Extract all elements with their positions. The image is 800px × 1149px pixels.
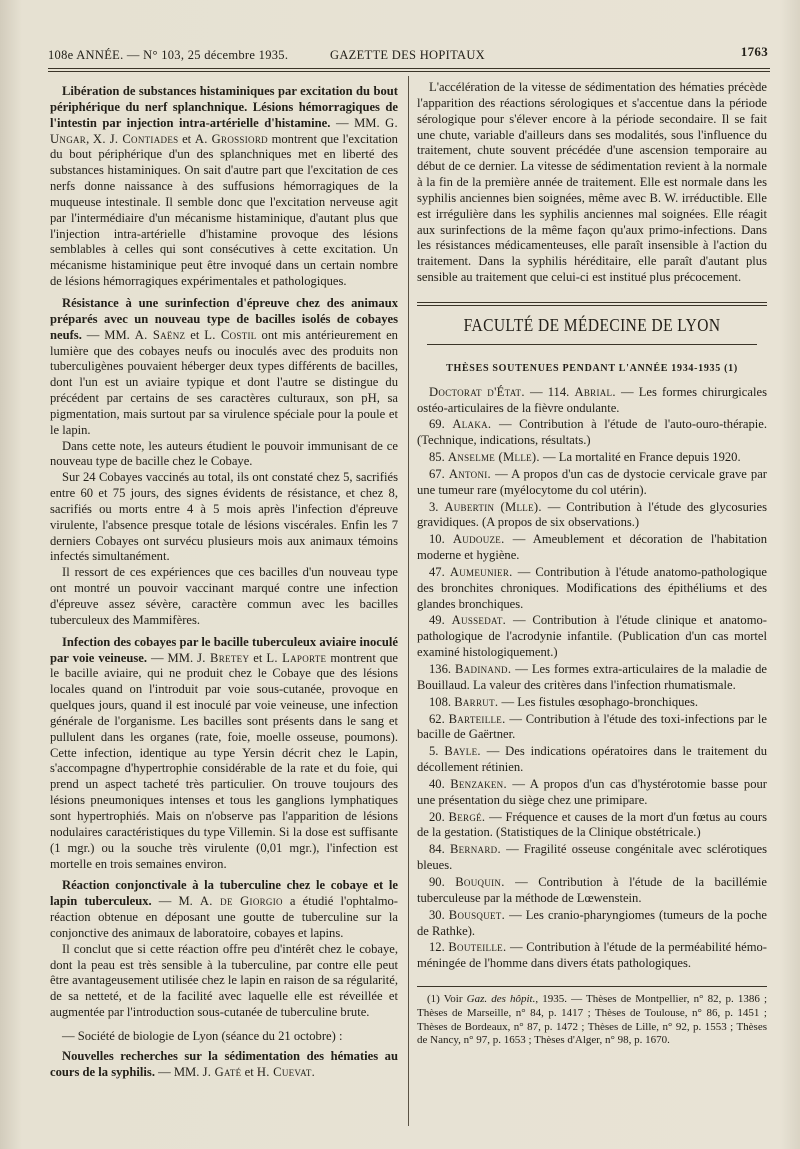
thesis-entry xyxy=(417,712,767,744)
thesis-number: 5. xyxy=(429,744,445,759)
page-header xyxy=(48,44,768,66)
thesis-entry xyxy=(417,744,767,776)
article-continuation: L'accélération de la vitesse de sédimentation des hématies précède l'apparition des réactions sérologiques et s'accentue dans la période sérologique pour s'élever encore à la période secondaire. Il se fait une chute, variable d'ailleurs dans ses modalités, sous l'influence du traitement, chute souvent précédée d'une ascension temporaire au début de ce dernier. La vitesse de sédimentation revient à la normale à la fin de la première année de traitement. Elle est normale dans les syphilis anciennes bien soignées, même avec B. W. irréductible. Elle est irrégulière dans les syphilis anciennes mal soignées. Elle réagit aux surinfections de la même façon qu'aux primo-infections. Dans les résistances médicamenteuses, elle paraît insensible à l'action du traitement. Dans la syphilis héréditaire, elle paraît d'autant plus sensible au traitement que celui-ci est institué plus précocement. xyxy=(417,80,767,285)
right-column xyxy=(417,80,767,1048)
thesis-number: 20. xyxy=(429,809,449,824)
thesis-title: — Les formes extra-articulaires de la maladie de Bouillaud. La valeur des critères dans l'infection rhumatismale. xyxy=(417,662,767,692)
paragraph: Sur 24 Cobayes vaccinés au total, ils ont constaté chez 5, sacrifiés entre 60 et 75 jours, des signes évidents de résistance, et chez 8, sacrifiés ou morts entre 4 à 5 mois après l'infection d'épreuve virulente, l'absence presque totale de lésions viscérales. Enfin les 7 derniers Cobayes ont survécu plusieurs mois aux animaux témoins infectés simultanément. xyxy=(50,470,398,564)
thesis-entry xyxy=(417,810,767,842)
thesis-title: — Fragilité osseuse congénitale avec sclérotiques bleues. xyxy=(417,842,767,873)
thesis-author: Aubertin (Mlle). xyxy=(444,499,542,514)
thesis-title: — Contribution à l'étude de la perméabilité hémo-méningée de l'homme dans divers états pathologiques. xyxy=(417,940,767,971)
section-rule xyxy=(417,302,767,303)
author-name: L. Laporte xyxy=(266,650,327,665)
thesis-title: — Fréquence et causes de la mort d'un fœtus au cours de la gestation. (Statistiques de la Clinique obstétricale.) xyxy=(417,809,768,840)
footnote: (1) Voir Gaz. des hôpit., 1935. — Thèses de Montpellier, n° 82, p. 1386 ; Thèses de Marseille, n° 84, p. 1417 ; Thèses de Toulouse, n° 86, p. 1451 ; Thèses de Bordeaux, n° 87, p. 1472 ; Thèses de Lille, n° 92, p. 1553 ; Thèses de Nancy, n° 97, p. 1653 ; Thèses d'Alger, n° 98, p. 1670. xyxy=(417,993,768,1047)
thesis-number: 136. xyxy=(429,662,456,676)
thesis-number: 3. xyxy=(429,499,445,514)
thesis-title: — Les fistules œsophago-bronchiques. xyxy=(498,694,699,709)
journal-title: GAZETTE DES HOPITAUX xyxy=(330,48,485,62)
thesis-author: Bouteille. xyxy=(448,940,507,955)
thesis-number: — 114. xyxy=(524,384,575,399)
thesis-entry xyxy=(417,777,767,809)
article-histamine: Libération de substances histaminiques par excitation du bout périphérique du nerf splanchnique. Lésions hémorragiques de l'intestin par injection intra-artérielle d'histamine. — MM. G. Ungar, X. J. Contiades et A. Grossiord montrent que l'excitation du bout périphérique d'un des splanchniques met en liberté des substances histaminiques. On sait d'autre part que l'excitation de ces nerfs donne naissance à des suffusions hémorragiques de la muqueuse intestinale. Il semble donc que l'excitation nerveuse agit par l'intermédiaire d'un mécanisme histaminique, d'autant plus que l'injection intra-artérielle d'histamine provoque des lésions semblables à celles qui sont consécutives à cette excitation. Un mécanisme histaminique peut être invoqué dans un certain nombre de lésions hémorragiques expérimentales et pathologiques. xyxy=(50,84,398,289)
thesis-title: — Contribution à l'étude des glycosuries gravidiques. (A propos de six observations.) xyxy=(417,499,768,530)
thesis-entry xyxy=(417,500,767,532)
article-title: Nouvelles recherches sur la sédimentation des hématies au cours de la syphilis. xyxy=(50,1048,398,1079)
thesis-author: Bayle. xyxy=(444,744,481,759)
thesis-title: — Ameublement et décoration de l'habitation moderne et hygiène. xyxy=(417,532,768,563)
article-infection-aviaire: Infection des cobayes par le bacille tuberculeux aviaire inoculé par voie veineuse. — MM. J. Bretey et L. Laporte montrent que le bacille aviaire, qui ne produit chez le Cobaye que des lésions locales quand on l'introduit par voie sous-cutanée, provoque en quelques jours, quand il est inoculé par voie veineuse, une infection générale de l'organisme. Les bacilles sont présents dans le sang et pullulent dans les organes (rate, foie, moelle osseuse, poumons). Cette infection, identique au type Yersin décrit chez le Lapin, s'accompagne d'hypertrophie considérable de la rate et du foie, qui prend un aspect tacheté très particulier. On trouve toujours des lésions pneumoniques intenses et tous les ganglions lymphatiques sont hypertrophiés. Mais on n'observe pas l'apparition de lésions nodulaires caractéristiques du type Villemin. Si la dose est suffisante (1 mgr.) ou la souche très virulente (0,01 mgr.), l'infection est mortelle en trois semaines environ. xyxy=(50,634,399,871)
thesis-number: 84. xyxy=(429,842,450,857)
thesis-entry xyxy=(417,908,767,940)
article-surinfection: Résistance à une surinfection d'épreuve chez des animaux préparés avec un nouveau type de bacilles isolés de cobayes neufs. — MM. A. Saënz et L. Costil ont mis antérieurement en lumière que des cobayes neufs ou inoculés avec des produits non tuberculigènes pouvaient héberger deux types différents de bacilles, dont l'un est un aviaire typique et dont l'autre se distingue du précédent par certains de ses caractères culturaux, son pH, sa pigmentation, mais surtout par sa virulence spéciale pour la poule et le lapin. xyxy=(50,295,398,437)
thesis-number: 90. xyxy=(429,874,456,889)
article-title: Libération de substances histaminiques par excitation du bout périphérique du nerf splanchnique. Lésions hémorragiques de l'intestin par injection intra-artérielle d'histamine. xyxy=(50,84,398,130)
author-name: H. Cuevat. xyxy=(256,1064,316,1079)
thesis-title: — A propos d'un cas d'hystérotomie basse pour une présentation du siège chez une primipare. xyxy=(417,776,767,807)
article-title: Réaction conjonctivale à la tuberculine chez le cobaye et le lapin tuberculeux. xyxy=(50,878,398,909)
author-name: A. de Giorgio xyxy=(199,894,283,909)
thesis-author: Bouquin. xyxy=(455,874,505,889)
thesis-entry xyxy=(417,417,767,449)
thesis-entry xyxy=(417,695,767,711)
thesis-number: 10. xyxy=(429,532,453,547)
thesis-author: Abrial. xyxy=(574,384,616,399)
thesis-author: Anselme (Mlle). xyxy=(447,450,540,465)
thesis-title: — Contribution à l'étude anatomo-pathologique des bronchites chroniques. Modifications des épithéliums et des glandes bronchiques. xyxy=(417,564,767,611)
thesis-author: Aussedat. xyxy=(451,613,507,628)
paragraph: Dans cette note, les auteurs étudient le pouvoir immunisant de ce nouveau type de bacille chez le Cobaye. xyxy=(50,438,398,469)
thesis-entry xyxy=(417,565,767,613)
header-rule-double xyxy=(48,71,770,72)
thesis-title: — Contribution à l'étude de l'auto-ouro-thérapie. (Technique, indications, résultats.) xyxy=(417,417,767,448)
article-title: Résistance à une surinfection d'épreuve chez des animaux préparés avec un nouveau type de bacilles isolés de cobayes neufs. xyxy=(50,295,398,342)
thesis-number: 49. xyxy=(429,613,452,628)
thesis-author: Bergé. xyxy=(448,809,486,824)
author-name: G. Ungar xyxy=(50,115,398,146)
thesis-number: 40. xyxy=(429,776,451,791)
thesis-number: 12. xyxy=(429,940,449,955)
thesis-author: Bernard. xyxy=(449,842,501,857)
thesis-number: 30. xyxy=(429,907,449,922)
thesis-number: 69. xyxy=(429,417,453,432)
thesis-author: Bousquet. xyxy=(448,907,506,922)
thesis-entry xyxy=(417,450,767,466)
thesis-author: Badinand. xyxy=(455,662,512,676)
article-body: montrent que le bacille aviaire, qui ne produit chez le Cobaye que des lésions locales quand on l'introduit par voie sous-cutanée, provoque en quelques jours, quand il est inoculé par voie veineuse, une infection générale de l'organisme. Les bacilles sont présents dans le sang et pullulent dans les organes (rate, foie, moelle osseuse, poumons). Cette infection, identique au type Yersin décrit chez le Lapin, s'accompagne d'hypertrophie considérable de la rate et du foie, qui prend un aspect tacheté très particulier. On trouve toujours des lésions pneumoniques intenses et tous les ganglions lymphatiques sont hypertrophiés. Mais on n'observe pas l'apparition de lésions nodulaires caractéristiques du type Villemin. Si la dose est suffisante (1 mgr.) ou la souche très virulente (0,01 mgr.), l'infection est mortelle en trois semaines environ. xyxy=(50,650,399,871)
thesis-author: Barteille. xyxy=(448,711,506,726)
thesis-entry xyxy=(417,940,767,972)
left-column xyxy=(50,84,398,1080)
thesis-title: — Contribution à l'étude des toxi-infections par le bacille de Gaërtner. xyxy=(417,711,768,742)
header-rule xyxy=(48,68,770,69)
thesis-entry xyxy=(417,842,767,874)
page-number: 1763 xyxy=(740,44,768,59)
thesis-number: 108. xyxy=(429,694,455,709)
paragraph: Il conclut que si cette réaction offre peu d'intérêt chez le cobaye, dont la peau est très sensible à la tuberculine, par contre elle peut être avantageusement utilisée chez le lapin en raison de sa régularité, de sa netteté, et de la facilité avec laquelle elle est réveillée et augmentée par l'introduction sous-cutanée de tuberculine brute. xyxy=(50,941,398,1020)
article-title: Infection des cobayes par le bacille tuberculeux aviaire inoculé par voie veineuse. xyxy=(50,634,398,665)
author-name: L. Costil xyxy=(204,327,257,342)
thesis-number: 62. xyxy=(429,711,449,726)
thesis-author: Aumeunier. xyxy=(449,564,513,579)
column-divider xyxy=(408,76,409,1126)
thesis-entry xyxy=(417,662,767,694)
thesis-entry xyxy=(417,467,767,499)
thesis-entry xyxy=(417,875,767,907)
thesis-title: — Contribution à l'étude clinique et anatomo-pathologique de l'acrodynie infantile. (Publication d'un cas mortel examiné histologiquement.) xyxy=(417,613,767,660)
thesis-title: — La mortalité en France depuis 1920. xyxy=(539,450,741,465)
article-body: montrent que l'excitation du bout périphérique d'un des splanchniques met en liberté des substances histaminiques. On sait d'autre part que l'excitation de ces nerfs donne naissance à des suffusions hémorragiques de la muqueuse intestinale. Il semble donc que l'excitation nerveuse agit par l'intermédiaire d'un mécanisme histaminique, d'autant plus que l'injection intra-artérielle d'histamine provoque des lésions semblables à celles qui sont consécutives à cette excitation. Un mécanisme histaminique peut être invoqué dans un certain nombre de lésions hémorragiques expérimentales et pathologiques. xyxy=(50,131,398,289)
article-body: a étudié l'ophtalmo-réaction obtenue en déposant une goutte de tuberculine sur la conjonctive des animaux de laboratoire, cobayes et lapins. xyxy=(50,894,398,940)
article-body: ont mis antérieurement en lumière que des cobayes neufs ou inoculés avec des produits non tuberculigènes pouvaient héberger deux types différents de bacilles, dont l'un est un aviaire typique et dont l'autre se distingue du précédent par certains de ses caractères culturaux, son pH, sa pigmentation, mais surtout par sa virulence spéciale pour la poule et le lapin. xyxy=(50,327,398,437)
thesis-number: 67. xyxy=(429,466,449,481)
theses-heading: THÈSES SOUTENUES PENDANT L'ANNÉE 1934-1935 (1) xyxy=(446,362,738,374)
author-name: J. Gaté xyxy=(202,1064,242,1079)
society-heading: — Société de biologie de Lyon (séance du 21 octobre) : xyxy=(62,1028,343,1043)
thesis-entry xyxy=(417,613,767,661)
thesis-entry xyxy=(417,385,767,417)
author-name: X. J. Contiades xyxy=(92,131,179,146)
thesis-title: — Les cranio-pharyngiomes (tumeurs de la poche de Rathke). xyxy=(417,907,768,938)
paragraph: Il ressort de ces expériences que ces bacilles d'un nouveau type ont montré un pouvoir vaccinant marqué contre une infection d'épreuve assez sévère, caractère commun avec les bacilles tuberculeux des Mammifères. xyxy=(50,565,398,627)
thesis-author: Alaka. xyxy=(452,417,492,432)
author-name: J. Bretey xyxy=(197,650,250,665)
article-reaction-conjonctivale: Réaction conjonctivale à la tuberculine chez le cobaye et le lapin tuberculeux. — M. A. de Giorgio a étudié l'ophtalmo-réaction obtenue en déposant une goutte de tuberculine sur la conjonctive des animaux de laboratoire, cobayes et lapins. xyxy=(50,878,398,940)
issue-info: 108e ANNÉE. — N° 103, 25 décembre 1935. xyxy=(48,48,289,62)
thesis-entry xyxy=(417,532,767,564)
thesis-author: Antoni. xyxy=(448,466,492,481)
thesis-title: — A propos d'un cas de dystocie cervicale grave par une tumeur rare (myélocytome du col utérin). xyxy=(417,466,767,497)
thesis-author: Audouze. xyxy=(452,532,505,547)
thesis-category: Doctorat d'État. xyxy=(429,384,525,399)
thesis-author: Benzaken. xyxy=(450,776,507,791)
theses-list xyxy=(417,385,767,972)
thesis-title: — Des indications opératoires dans le traitement du décollement rétinien. xyxy=(417,744,767,775)
thesis-title: — Les formes chirurgicales ostéo-articulaires de la fièvre ondulante. xyxy=(417,384,767,415)
author-name: A. Saënz xyxy=(134,327,186,342)
thesis-author: Barrut. xyxy=(454,694,499,709)
faculty-title: FACULTÉ DE MÉDECINE DE LYON xyxy=(463,314,721,335)
article-sedimentation: Nouvelles recherches sur la sédimentation des hématies au cours de la syphilis. — MM. J. Gaté et H. Cuevat. xyxy=(50,1048,398,1079)
thesis-number: 85. xyxy=(429,450,448,465)
author-name: A. Grossiord xyxy=(194,131,268,146)
thesis-number: 47. xyxy=(429,564,450,579)
journal-abbrev: Gaz. des hôpit. xyxy=(466,993,536,1006)
title-underline xyxy=(427,344,757,345)
section-rule-double xyxy=(417,305,767,306)
thesis-title: — Contribution à l'étude de la bacillémie tuberculeuse par la méthode de Lœwenstein. xyxy=(417,874,767,905)
footnote-rule xyxy=(417,986,767,987)
